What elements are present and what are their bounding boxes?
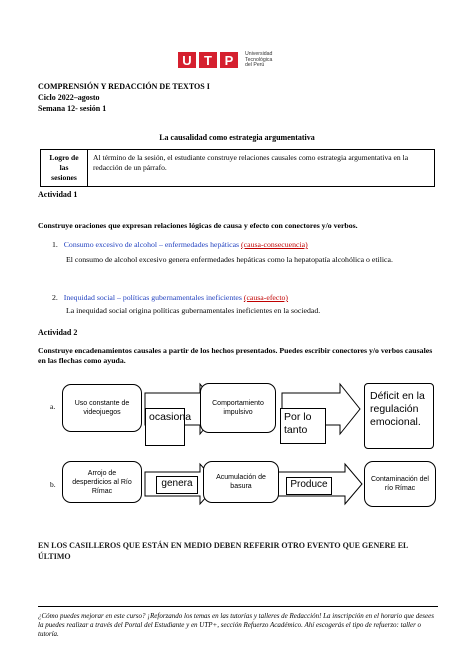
cause-box: Arrojo de desperdicios al Río Rímac <box>62 461 142 503</box>
page-title: La causalidad como estrategia argumentativa <box>159 133 315 142</box>
topic-text: Consumo excesivo de alcohol – enfermedades hepáticas <box>63 240 240 249</box>
logo-letter: U <box>178 52 196 68</box>
footer-note: ¿Cómo puedes mejorar en este curso? ¡Reforzando los temas en las tutorías y talleres de Redacción! La inscripción en el horario que desees la puedes realizar a través del Portal del Estudiante y en UTP+, sección Refuerzo Académico. Ahí escogerás el tipo de refuerzo: taller o tutoría. <box>38 612 434 638</box>
row-b-label: b. <box>50 480 56 489</box>
connector-box: genera <box>156 476 198 494</box>
activity1-heading: Actividad 1 <box>38 190 78 199</box>
intermediate-box: Comportamiento impulsivo <box>200 383 276 433</box>
activity1-instruction: Construye oraciones que expresan relaciones lógicas de causa y efecto con conectores y/o verbos. <box>38 221 358 230</box>
logo-letter: P <box>220 52 238 68</box>
activity2-heading: Actividad 2 <box>38 328 78 337</box>
connector-box: ocasiona <box>145 408 185 446</box>
logo-letter: T <box>199 52 217 68</box>
week-label: Semana 12- sesión 1 <box>38 104 107 113</box>
connector-box: Produce <box>286 477 332 495</box>
cause-box: Uso constante de videojuegos <box>62 384 142 432</box>
row-a-label: a. <box>50 402 56 411</box>
answer-sentence: La inequidad social origina políticas gubernamentales ineficientes en la sociedad. <box>66 306 321 315</box>
effect-box: Déficit en la regulación emocional. <box>364 383 434 449</box>
activity2-instruction: Construye encadenamientos causales a partir de los hechos presentados. Puedes escribir conectores y/o verbos causales en las flechas como ayuda. <box>38 346 433 365</box>
connector-box: Por lo tanto <box>280 408 326 444</box>
course-title: COMPRENSIÓN Y REDACCIÓN DE TEXTOS I <box>38 82 210 91</box>
effect-box: Contaminación del río Rímac <box>364 461 436 507</box>
list-item: 2. Inequidad social – políticas gubernamentales ineficientes (causa-efecto) <box>52 293 289 302</box>
answer-sentence: El consumo de alcohol excesivo genera enfermedades hepáticas como la hepatopatía alcohólica o etilica. <box>66 255 393 264</box>
university-name: Universidad Tecnológica del Perú <box>245 51 273 69</box>
footer-divider <box>38 606 438 607</box>
topic-text: Inequidad social – políticas gubernamentales ineficientes <box>63 293 242 302</box>
list-item: 1. Consumo excesivo de alcohol – enfermedades hepáticas (causa-consecuencia) <box>52 240 308 249</box>
relation-text: (causa-consecuencia) <box>241 240 308 249</box>
cycle-label: Ciclo 2022–agosto <box>38 93 100 102</box>
instruction-notice: EN LOS CASILLEROS QUE ESTÁN EN MEDIO DEBEN REFERIR OTRO EVENTO QUE GENERE EL ÚLTIMO <box>38 541 408 561</box>
relation-text: (causa-efecto) <box>243 293 289 302</box>
goal-label: Logro de las sesiones <box>41 150 88 187</box>
goal-text: Al término de la sesión, el estudiante construye relaciones causales como estrategia argumentativa en la redacción de un párrafo. <box>88 150 435 187</box>
intermediate-box: Acumulación de basura <box>203 461 279 503</box>
